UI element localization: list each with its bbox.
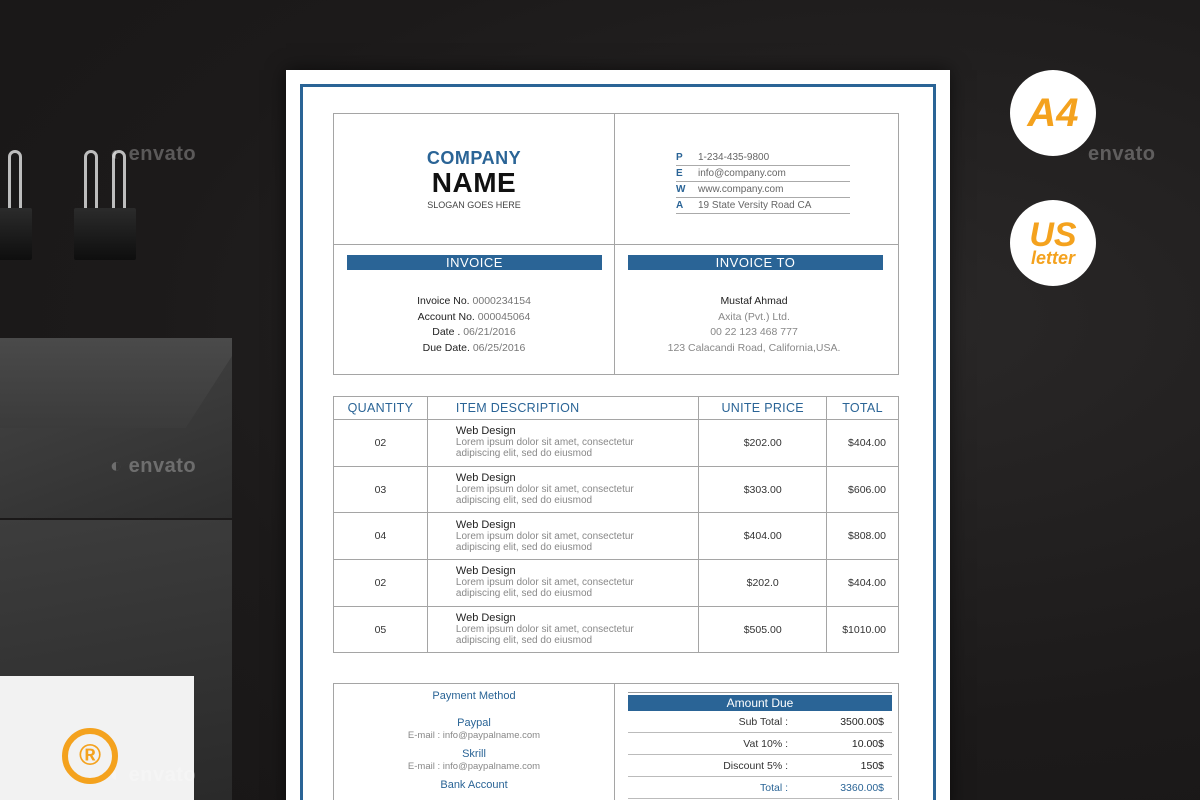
- table-row: 03 Web Design Lorem ipsum dolor sit amet, consectetur adipiscing elit, sed do eiusmod $303.00 $606.00: [334, 466, 899, 513]
- contact-address: A 19 State Versity Road CA: [676, 198, 850, 214]
- invoice-to-title-bar: INVOICE TO: [628, 255, 883, 270]
- client-name: Mustaf Ahmad: [720, 295, 788, 307]
- client-phone: 00 22 123 468 777: [710, 326, 798, 338]
- envelope: [0, 338, 232, 518]
- contact-list: [676, 150, 850, 214]
- table-row: 02 Web Design Lorem ipsum dolor sit amet, consectetur adipiscing elit, sed do eiusmod $202.0 $404.00: [334, 560, 899, 607]
- watermark: ◐ envato: [110, 143, 197, 165]
- watermark: ◐ envato: [110, 764, 197, 786]
- invoice-title-bar: INVOICE: [347, 255, 602, 270]
- watermark: ◐ envato: [110, 455, 197, 477]
- amount-row: Vat 10% : 10.00$: [628, 733, 892, 755]
- col-total: TOTAL: [827, 397, 899, 420]
- binder-clip: [0, 150, 32, 260]
- header-box: [333, 113, 899, 375]
- payment-title: Payment Method: [432, 690, 516, 702]
- contact-web: W www.company.com: [676, 182, 850, 198]
- payment-method-email: E-mail : info@paypalname.com: [407, 730, 541, 741]
- client-company: Axita (Pvt.) Ltd.: [718, 310, 790, 323]
- payment-method-name: Skrill: [462, 748, 486, 760]
- invoice-paper: [286, 70, 950, 800]
- company-name-main: NAME: [431, 167, 517, 198]
- amount-row: Discount 5% : 150$: [628, 755, 892, 777]
- payment-method-name: Paypal: [457, 717, 491, 729]
- payment-methods: [334, 690, 614, 792]
- company-logo: [334, 148, 614, 210]
- amount-total-row: Total : 3360.00$: [628, 777, 892, 799]
- table-row: 05 Web Design Lorem ipsum dolor sit amet, consectetur adipiscing elit, sed do eiusmod $505.00 $1010.00: [334, 606, 899, 653]
- items-table: [333, 396, 899, 653]
- amount-row: Sub Total : 3500.00$: [628, 711, 892, 733]
- table-header-row: [334, 397, 899, 420]
- invoice-details: Invoice No. 0000234154 Account No. 000045064 Date . 06/21/2016 Due Date. 06/25/2016: [417, 295, 531, 354]
- payment-method-email: E-mail : info@paypalname.com: [407, 761, 541, 772]
- col-unit-price: UNITE PRICE: [699, 397, 827, 420]
- table-row: 04 Web Design Lorem ipsum dolor sit amet, consectetur adipiscing elit, sed do eiusmod $404.00 $808.00: [334, 513, 899, 560]
- col-quantity: QUANTITY: [334, 397, 428, 420]
- company-slogan: SLOGAN GOES HERE: [427, 200, 521, 210]
- company-name-top: COMPANY: [426, 148, 522, 168]
- col-description: ITEM DESCRIPTION: [427, 397, 698, 420]
- binder-clip: [74, 150, 136, 260]
- client-address: 123 Calacandi Road, California,USA.: [667, 341, 841, 354]
- contact-email: E info@company.com: [676, 166, 850, 182]
- payment-method-name: Bank Account: [440, 779, 508, 791]
- contact-phone: P 1-234-435-9800: [676, 150, 850, 166]
- summary-box: [333, 683, 899, 800]
- table-row: 02 Web Design Lorem ipsum dolor sit amet, consectetur adipiscing elit, sed do eiusmod $202.00 $404.00: [334, 420, 899, 467]
- registered-mark-icon: ®: [62, 728, 118, 784]
- watermark: envato: [1088, 143, 1156, 165]
- a4-badge: A4: [1010, 70, 1096, 156]
- amount-due: [628, 692, 892, 799]
- us-letter-badge: US letter: [1010, 200, 1096, 286]
- amount-due-title: Amount Due: [628, 695, 892, 711]
- invoice-to-details: [614, 294, 894, 356]
